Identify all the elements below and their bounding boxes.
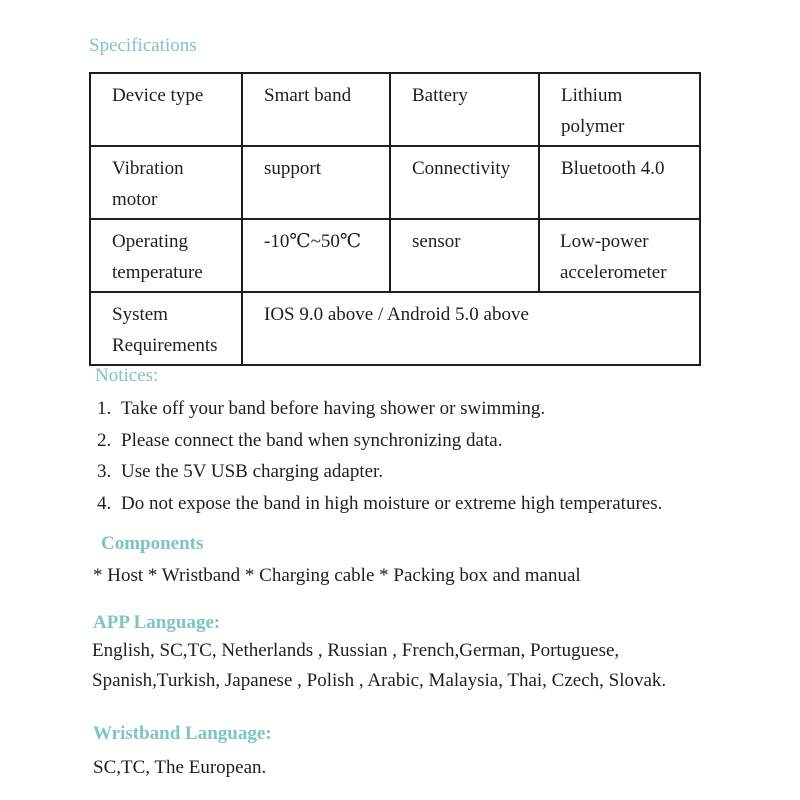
table-cell xyxy=(90,219,242,292)
notices-heading: Notices: xyxy=(95,365,159,386)
table-cell xyxy=(242,146,390,219)
app-language-line: English, SC,TC, Netherlands , Russian , French,German, Portuguese, xyxy=(92,640,620,661)
notices-list xyxy=(97,393,662,519)
cell-text: -10℃~50℃ xyxy=(264,231,362,252)
cell-text: Lithium polymer xyxy=(561,85,625,137)
cell-text: sensor xyxy=(412,231,461,252)
specifications-heading: Specifications xyxy=(89,35,197,56)
list-item xyxy=(97,393,662,425)
wristband-language-text: SC,TC, The European. xyxy=(93,757,267,778)
list-item-number: 1. xyxy=(97,398,112,419)
app-language-line: Spanish,Turkish, Japanese , Polish , Arabic, Malaysia, Thai, Czech, Slovak. xyxy=(92,670,667,691)
table-row xyxy=(90,146,700,219)
list-item-number: 3. xyxy=(97,461,112,483)
specifications-table xyxy=(89,72,701,366)
table-cell xyxy=(539,73,700,146)
cell-text: Vibration motor xyxy=(112,158,184,210)
table-cell xyxy=(390,73,539,146)
cell-text: Smart band xyxy=(264,85,352,106)
cell-text: support xyxy=(264,158,321,179)
cell-text: IOS 9.0 above / Android 5.0 above xyxy=(264,304,529,325)
list-item-text: Do not expose the band in high moisture or extreme high temperatures. xyxy=(121,492,663,514)
cell-text: System Requirements xyxy=(112,304,218,356)
table-cell xyxy=(539,146,700,219)
cell-text: Low-power accelerometer xyxy=(560,231,667,283)
cell-text: Connectivity xyxy=(412,158,511,179)
list-item xyxy=(97,488,662,520)
list-item xyxy=(97,456,662,488)
table-cell xyxy=(539,219,700,292)
table-cell xyxy=(90,146,242,219)
list-item-text: Take off your band before having shower or swimming. xyxy=(121,398,546,419)
table-row xyxy=(90,219,700,292)
wristband-language-heading: Wristband Language: xyxy=(93,723,272,744)
components-text: * Host * Wristband * Charging cable * Packing box and manual xyxy=(93,565,581,586)
table-cell xyxy=(242,292,700,365)
table-cell xyxy=(390,219,539,292)
components-heading: Components xyxy=(101,533,204,554)
cell-text: Device type xyxy=(112,85,204,106)
app-language-heading: APP Language: xyxy=(93,612,221,633)
list-item xyxy=(97,425,662,457)
table-row xyxy=(90,292,700,365)
table-cell xyxy=(242,219,390,292)
list-item-number: 2. xyxy=(97,429,112,451)
cell-text: Battery xyxy=(412,85,468,106)
table-row xyxy=(90,73,700,146)
table-cell xyxy=(390,146,539,219)
list-item-text: Please connect the band when synchronizing data. xyxy=(121,429,503,451)
table-cell xyxy=(242,73,390,146)
list-item-number: 4. xyxy=(97,492,112,514)
cell-text: Operating temperature xyxy=(112,231,203,283)
table-cell xyxy=(90,292,242,365)
table-cell xyxy=(90,73,242,146)
list-item-text: Use the 5V USB charging adapter. xyxy=(121,461,384,483)
cell-text: Bluetooth 4.0 xyxy=(561,158,665,179)
